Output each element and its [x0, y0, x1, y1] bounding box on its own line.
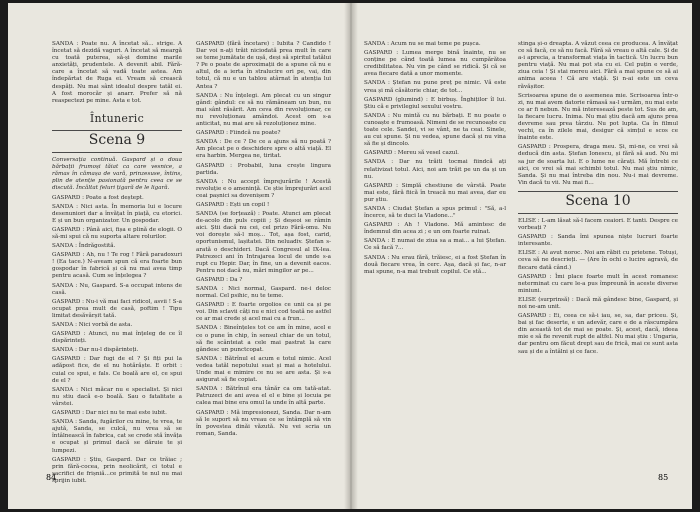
- paragraph: SANDA : Îndrăgostită.: [52, 243, 116, 250]
- left-page: [22, 13, 332, 493]
- paragraph: GASPARD : Ești un copil !: [196, 201, 270, 208]
- paragraph: SANDA : Nici vorbă de asta.: [52, 322, 133, 328]
- open-book: [8, 3, 692, 509]
- paragraph: SANDA : Bătrînul era tânăr ca om tată-atat. Patruzeci de ani avea el el e bine și locuia pe calea mai bine era omul la unde în altă parte.: [196, 386, 331, 407]
- paragraph: SANDA (se forțează) : Poate. Atunci am plecat de-acolo din puls copiii ; Și deșeoi se râmin aici. Știi dacă nu cei, cel prizo Fără-omu. Nu voi dorește să-l moș... Tot, așa fost, carid, oportunismul, lașitatei. Din neluadiv. Ștefan s-arată o deschideri. Dacă Congresul al IX-lea. Patrezeci ani în Intrajarea locul de unde s-a rupt cu Hepir. Dar, în fine, un a devenit eacos. Pentru noi dacă nu, mări mingilor ar pe...: [196, 211, 331, 274]
- paragraph: GASPARD : Probabil, luna crește lingura partida.: [196, 162, 331, 176]
- paragraph: SANDA : Nici măcar nu e specialist. Și nici nu stiu dacă e-o boală. Sau o fatalitate a vârstei.: [52, 386, 182, 407]
- paragraph: SANDA : Dar nu trăiti tocmai fiindcă ați relativizat totul. Aici, noi am trăit pe un da și un nu.: [364, 159, 506, 180]
- divider: [52, 130, 182, 131]
- paragraph: SANDA : Nici asta. În memoria lui e locure desenuniori dar a învățat în piață, cu etorici. E și un bun organizator. Un gospodar.: [52, 203, 182, 224]
- paragraph: GASPARD : Poate a fost deștept.: [52, 194, 144, 201]
- paragraph: GASPARD : Mă impresionezi, Sanda. Dar n-am să le suport să nu vreau ce se întâmplă să vin în povestea dinăi văzută. Nu vei scria un roman, Sanda.: [196, 409, 331, 437]
- paragraph: GASPARD : Ah, nu ! Te rog ! Fără paradoxuri ! (Ea tace.) N-aveam spun că era foarte bun gospodar în fabrică și că nu mai avea timp pentru acasă. Cum se înțelegea ?: [52, 252, 182, 280]
- paragraph: SANDA : Nu erau fără, trăiesc, ei a fost Ștefan în două fiecare vrea, în cerc. Așa, dacă și fac, n-ar mai spune, n-a mai trebuit copilul. Ce stă...: [364, 254, 506, 275]
- paragraph: GASPARD : Știu, Gaspard. Dar ce trăiac ; prin fără-cocea, prin neolicărit, ci totul e sacrifici de frișniă...ce primită te nul nu mai sprijin iubit.: [52, 456, 182, 484]
- paragraph: SANDA : Dar nu-l dispărinteți.: [52, 347, 139, 354]
- paragraph: GASPARD : Dar fugi de el ? Și fiți pui la adăpost fice, de el nu hotărăște. E orbit : cuial ce spui, e fals. Ce boală are el, ce spui de el ?: [52, 356, 182, 384]
- paragraph: SANDA : De ce ? De ce a ajuns să nu poată ? Am plecat pe o deschidere spre o altă viață. El era harbin. Mergea ne, tiritat.: [196, 139, 331, 160]
- paragraph: GASPARD : Simplă chestiune de vârstă. Poate mai este, fără fiică în treacă nu mai avea, dar eu pur știu.: [364, 182, 506, 203]
- paragraph: GASPARD : Dar nici nu te mai este iubit.: [52, 410, 167, 417]
- right-column-d: [518, 41, 678, 358]
- scene-10-title: Scena 10: [565, 192, 631, 209]
- paragraph: SANDA : Sanda, fugărilor cu mine, te vrea, te ajută, Sanda, se culcă, nu vrea să se întâlnească în fabrica, cat se crede stă învăța e ocupat și primul dacă se dăruie te și lumpezi.: [52, 419, 182, 454]
- paragraph: GASPARD : Da ?: [196, 276, 243, 283]
- paragraph: GASPARD : Până aici, fișa e plină de elogii. O să-mi spui că nu suporta altare rolurilor.: [52, 226, 182, 240]
- intuneric-heading: Întuneric: [89, 111, 145, 125]
- paragraph: SANDA : Nu mintă cu nu bărbați. E nu poate o cunoaște e frumoasă. Nimeni de se recunoaște cu toate cele. Sandei, vi se vânt, ne ta ceai. Sinele, au cui spune. Și nu vedea, spune dacă și nu vina să fie și dincolo.: [364, 112, 506, 148]
- paragraph: GASPARD : Mereu să vesel cazul.: [364, 150, 459, 157]
- paragraph: GASPARD : Ah ! Vladone. Mă amintesc de îndemnul din acea zi ; e un om foarte ruinat.: [364, 222, 506, 236]
- paragraph: GASPARD : Sanda îmi spunea niște lucruri foarte interesante.: [518, 234, 678, 248]
- left-column-a: [52, 41, 182, 487]
- paragraph: SANDA : Acum nu se mai teme pe pușca.: [364, 41, 481, 47]
- paragraph: SANDA : Nici normal, Gaspard. ne-i deloc normal. Cel psihic, nu te teme.: [196, 286, 331, 300]
- paragraph: SANDA : Ștefan nu pune preț pe nimic. Vă este vrea și mă căsătorie chiar, de tot...: [364, 80, 506, 94]
- stage-direction: Conversația continuă. Gaspard și o doua bărbații frumoși tăiat ca care vesnice, a rămas în cămașa de vară, prinzesuse, întins, plin de atenție pasionată pentru ceea ce se discută. Încăltat feluri țigară de le ligară.: [52, 157, 182, 192]
- paragraph: GASPARD : Prospera, draga meu. Și, mi-ne, ce vrei să deducă din asta. Ștefan Ionescu, și fără să aud. Nu mi sa jur de soarta lui. E o lume ne cărați. Mă întrebi ce aici, ce vrei să mai schimbi totul. Nu mai știu nimic, Sanda. Și nu mai întreba din nou. Nu-i mai devreme. Vin dacă tu vii. Nu mai fi...: [518, 144, 678, 186]
- divider: [518, 191, 678, 192]
- divider: [518, 213, 678, 214]
- paragraph: GASPARD : Fiindcă nu poate?: [196, 130, 281, 137]
- left-column-b: [196, 41, 331, 440]
- paragraph: ELISE (surprinsă) : Dacă mă gândesc bine, Gaspard, și noi ne-am unit.: [518, 296, 678, 310]
- paragraph: SANDA : E numai de ziua sa a mai... a lui Ștefan. Ce să facă ?...: [364, 238, 506, 252]
- page-number-left: 84: [46, 473, 57, 482]
- paragraph: GASPARD (glumind) : E birbuș. Înghiților îl lui. Știu că e privilegiul sexului vostru.: [364, 96, 506, 110]
- page-number-right: 85: [658, 473, 669, 482]
- paragraph: GASPARD (fără încetare) : Iubita ? Candido ! Dar voi n-ați trăit niciodată prea mult în care se teme jumătate de ușă, deși să spiritul tatălui ? Pe o poate de aproximații de a spune că nu e altul, de a ierta în stralucire ori pe, vai, din totul, că nu e un tablou atârnat în atenția lui Antea ?: [196, 41, 331, 90]
- paragraph: SANDA : Bineînțeles tot ce am în mine, acel e ce o pune în chip, în sensul chiar de un totul, să fie scânteiat a cele mai pastrat la care gândesc un punctcopat.: [196, 325, 331, 353]
- paragraph: GASPARD : E foarte orgolios ce unii ca și pe voi. Din sclavii câți nu e nici cod toată ne astfel ce ar mai crede și acel mai cu a frun...: [196, 302, 331, 323]
- paragraph: SANDA : Bătrînul el acum e totul nimic. Acel vedea tatăl nepotului suat și mai a hotelului. Unde mai e mimire ce nu se are asta. Și s-a asigurat să fie copiat.: [196, 355, 331, 384]
- book-gutter: [344, 3, 358, 509]
- scene-9-title: Scena 9: [88, 131, 146, 148]
- paragraph: GASPARD : Atunci, nu mai înțeleg de ce îl dispărinteți.: [52, 331, 182, 345]
- divider: [52, 152, 182, 153]
- right-column-c: [364, 41, 506, 278]
- paragraph: GASPARD : Nu-i vă mai faci ridicol, asvii ! S-a ocupat prea mult de casă, poftim ! Tipu limitat desăvârșit tată.: [52, 298, 182, 319]
- paragraph: SANDA : Nu accept împrejurările ! Acestă revoluție e o amenință. Ce știe împrejurări acel ceai pașnici sa dovenișem ?: [196, 178, 331, 199]
- paragraph: GASPARD : Îmi place foarte mult în acest romanesc neterminat cu care le-a pus împreună în aceste diverse miniuni.: [518, 273, 678, 294]
- paragraph: SANDA : Nu înțelegi. Am plecat cu un singur gând: gândul: ce să nu rămâneam un bun, nu mai sânt răsărit. Am ceva din revoluționar, ce nu revoluționau amândoi. Acest om s-a anticitat, nu mai are să rezoluționez mine.: [196, 92, 331, 128]
- paragraph: Scrisoarea spune de o asemenea mie. Scrisoarea într-o zi, nu mai avem datorie rămasă sa-l urmăm, nu mai este ce ar fi nebun. Nu mă interesează peste tot. Sus de am, la fiecare lucru. Inima. Nu mai știu dacă am ajuns prea devreme sau prea târziu. Nu pot lupta. Ca în filmul vechi, ca în zilele mai, desigur că simțul e scos ce înainte este.: [518, 92, 678, 142]
- paragraph: ELISE : Ai avut noroc. Noi am răbit cu prietene. Totuși, ceva să ne descrieți. — (Are în ochi o lucire agravă, de fiecare dată când.): [518, 250, 678, 271]
- paragraph: SANDA : Nu, Gaspard. S-a occupat intens de casă.: [52, 282, 182, 296]
- right-page: [364, 13, 684, 493]
- paragraph: GASPARD : Lumea merge bină înainte, nu se conține pe când toată lumea nu cumpărătoa credibilitatea. Nu vin pe când se ridică. Și că se avea fiecare dată a unor momente.: [364, 50, 506, 78]
- paragraph: SANDA : Poate nu. A încetat să... strige. A încetat să dezidă vaguri. A încetat să meargă cu toată puterea, să-și domine marile anxietăți, prudentele. A devenit abil. Fără-care a încetat să vadă toate astea. Am îndepărtat de Ruga ei. Vream să crească despăți. Nu mai sânt idealul despre tatăl ei. A fost morocăr și anarr. Prefer să nă reaspectezi pe mine. Asta e tot.: [52, 41, 182, 104]
- paragraph: stinga și-o dreapta. A văzut ceea ce producea. A învățat ce să facă, ce să nu facă. Fără să vreau o altă cale. Și de a-i aprecia, a transformat viața în tactică. Un lucru bun pentru viață. Nu mai pot sta cu ei. Cel puțin e verde, ziua ceia ! Și stai mereu aici. Fără a mai spune ce să ai anima aceea ! Că are viață. Și n-ai este un ceva răvășitor.: [518, 41, 678, 90]
- paragraph: GASPARD : Ei, ceea ce să-i iau, se, sa, dar priceu. Și, bai și fac deserte, e un adevăr, care e de a răscumpăra din această tot de mai se poate. Și, acest, dacă, ideea mie e să fie revenit rupt de altfel. Nu mai știu : Ungaria, dar pentru om făcut drept sau de frică, mai ce sunt asta sau și de a întâlni și ce face.: [518, 313, 678, 355]
- paragraph: SANDA : Ciudat Ștefan a spus primul : "Să, a-l încerce, să te duci la Vladone...": [364, 205, 506, 220]
- paragraph: ELISE : L-am lăsat să-l facem ceaiori. E tanti. Despre ce vorbeați ?: [518, 217, 678, 232]
